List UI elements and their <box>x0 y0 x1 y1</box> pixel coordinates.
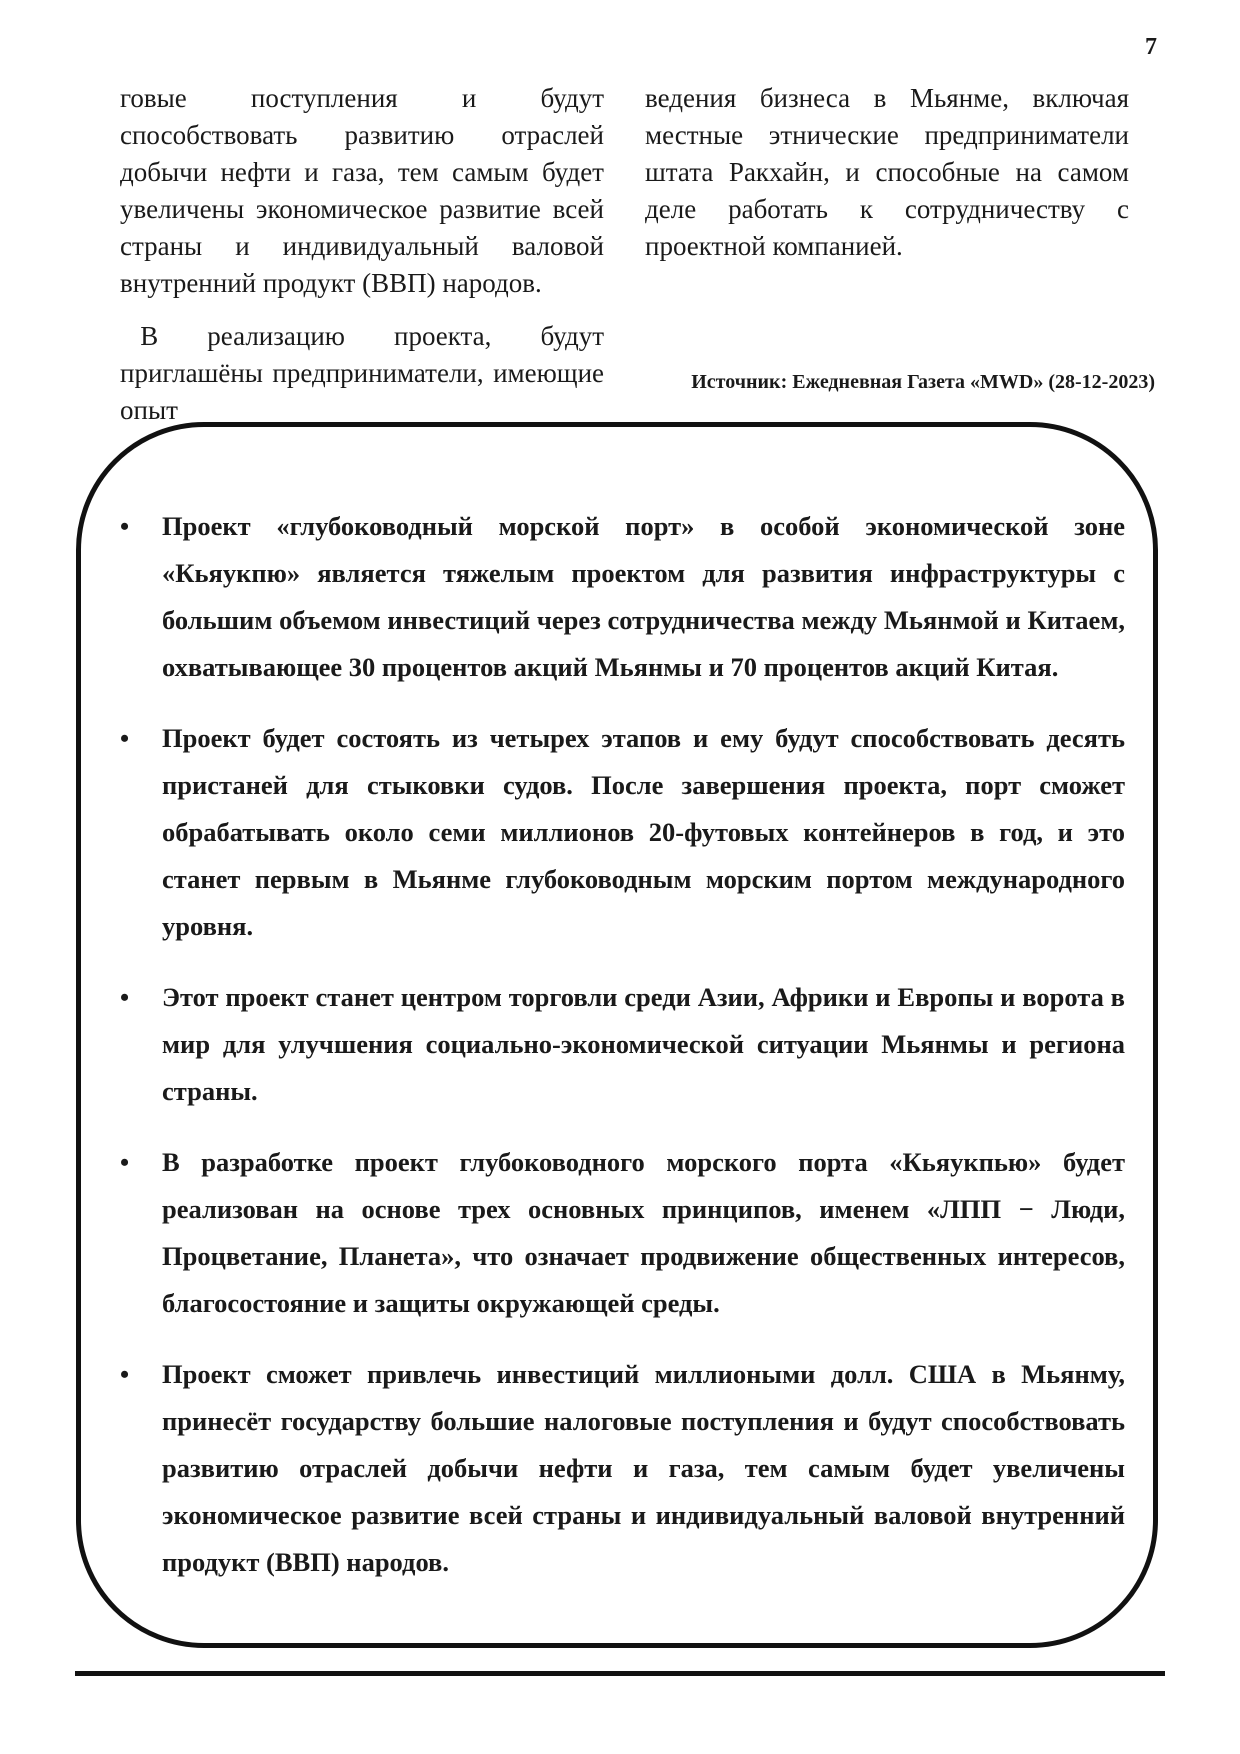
left-text-column <box>120 80 604 429</box>
list-item <box>120 1351 1125 1586</box>
bullet-icon: • <box>120 512 130 541</box>
left-paragraph-2: В реализацию проекта, будут приглашёны предприниматели, имеющие опыт <box>120 321 604 425</box>
bullet-icon: • <box>120 1148 130 1177</box>
source-citation: Источник: Ежедневная Газета «MWD» (28-12-2023) <box>691 371 1155 393</box>
page-number: 7 <box>1145 34 1157 60</box>
left-paragraph-1: говые поступления и будут способствовать развитию отраслей добычи нефти и газа, тем самым будет увеличены экономическое развитие всей страны и индивидуальный валовой внутренний продукт (ВВП) народов. <box>120 83 604 298</box>
bullet-text: Проект сможет привлечь инвестиций миллиоными долл. США в Мьянму, принесёт государству большие налоговые поступления и будут способствовать развитию отраслей добычи нефти и газа, тем самым будет увеличены экономическое развитие всей страны и индивидуальный валовой внутренний продукт (ВВП) народов. <box>162 1359 1125 1577</box>
list-item <box>120 503 1125 691</box>
bullet-text: Проект «глубоководный морской порт» в особой экономической зоне «Кьяукпю» является тяжелым проектом для развития инфраструктуры с большим объемом инвестиций через сотрудничества между Мьянмой и Китаем, охватывающее 30 процентов акций Мьянмы и 70 процентов акций Китая. <box>162 511 1125 682</box>
list-item <box>120 974 1125 1115</box>
bullet-text: В разработке проект глубоководного морского порта «Кьяукпью» будет реализован на основе трех основных принципов, именем «ЛПП − Люди, Процветание, Планета», что означает продвижение общественных интересов, благосостояние и защиты окружающей среды. <box>162 1147 1125 1318</box>
right-text-column <box>645 80 1129 265</box>
bullet-text: Проект будет состоять из четырех этапов и ему будут способствовать десять пристаней для стыковки судов. После завершения проекта, порт сможет обрабатывать около семи миллионов 20-футовых контейнеров в год, и это станет первым в Мьянме глубоководным морским портом международного уровня. <box>162 723 1125 941</box>
bullet-text: Этот проект станет центром торговли среди Азии, Африки и Европы и ворота в мир для улучшения социально-экономической ситуации Мьянмы и региона страны. <box>162 982 1125 1106</box>
summary-bullet-list <box>120 503 1125 1610</box>
list-item <box>120 1139 1125 1327</box>
bottom-divider <box>75 1671 1165 1676</box>
list-item <box>120 715 1125 950</box>
bullet-icon: • <box>120 983 130 1012</box>
right-paragraph-1: ведения бизнеса в Мьянме, включая местные этнические предприниматели штата Ракхайн, и способные на самом деле работать к сотрудничеству с проектной компанией. <box>645 83 1129 261</box>
bullet-icon: • <box>120 724 130 753</box>
bullet-icon: • <box>120 1360 130 1389</box>
